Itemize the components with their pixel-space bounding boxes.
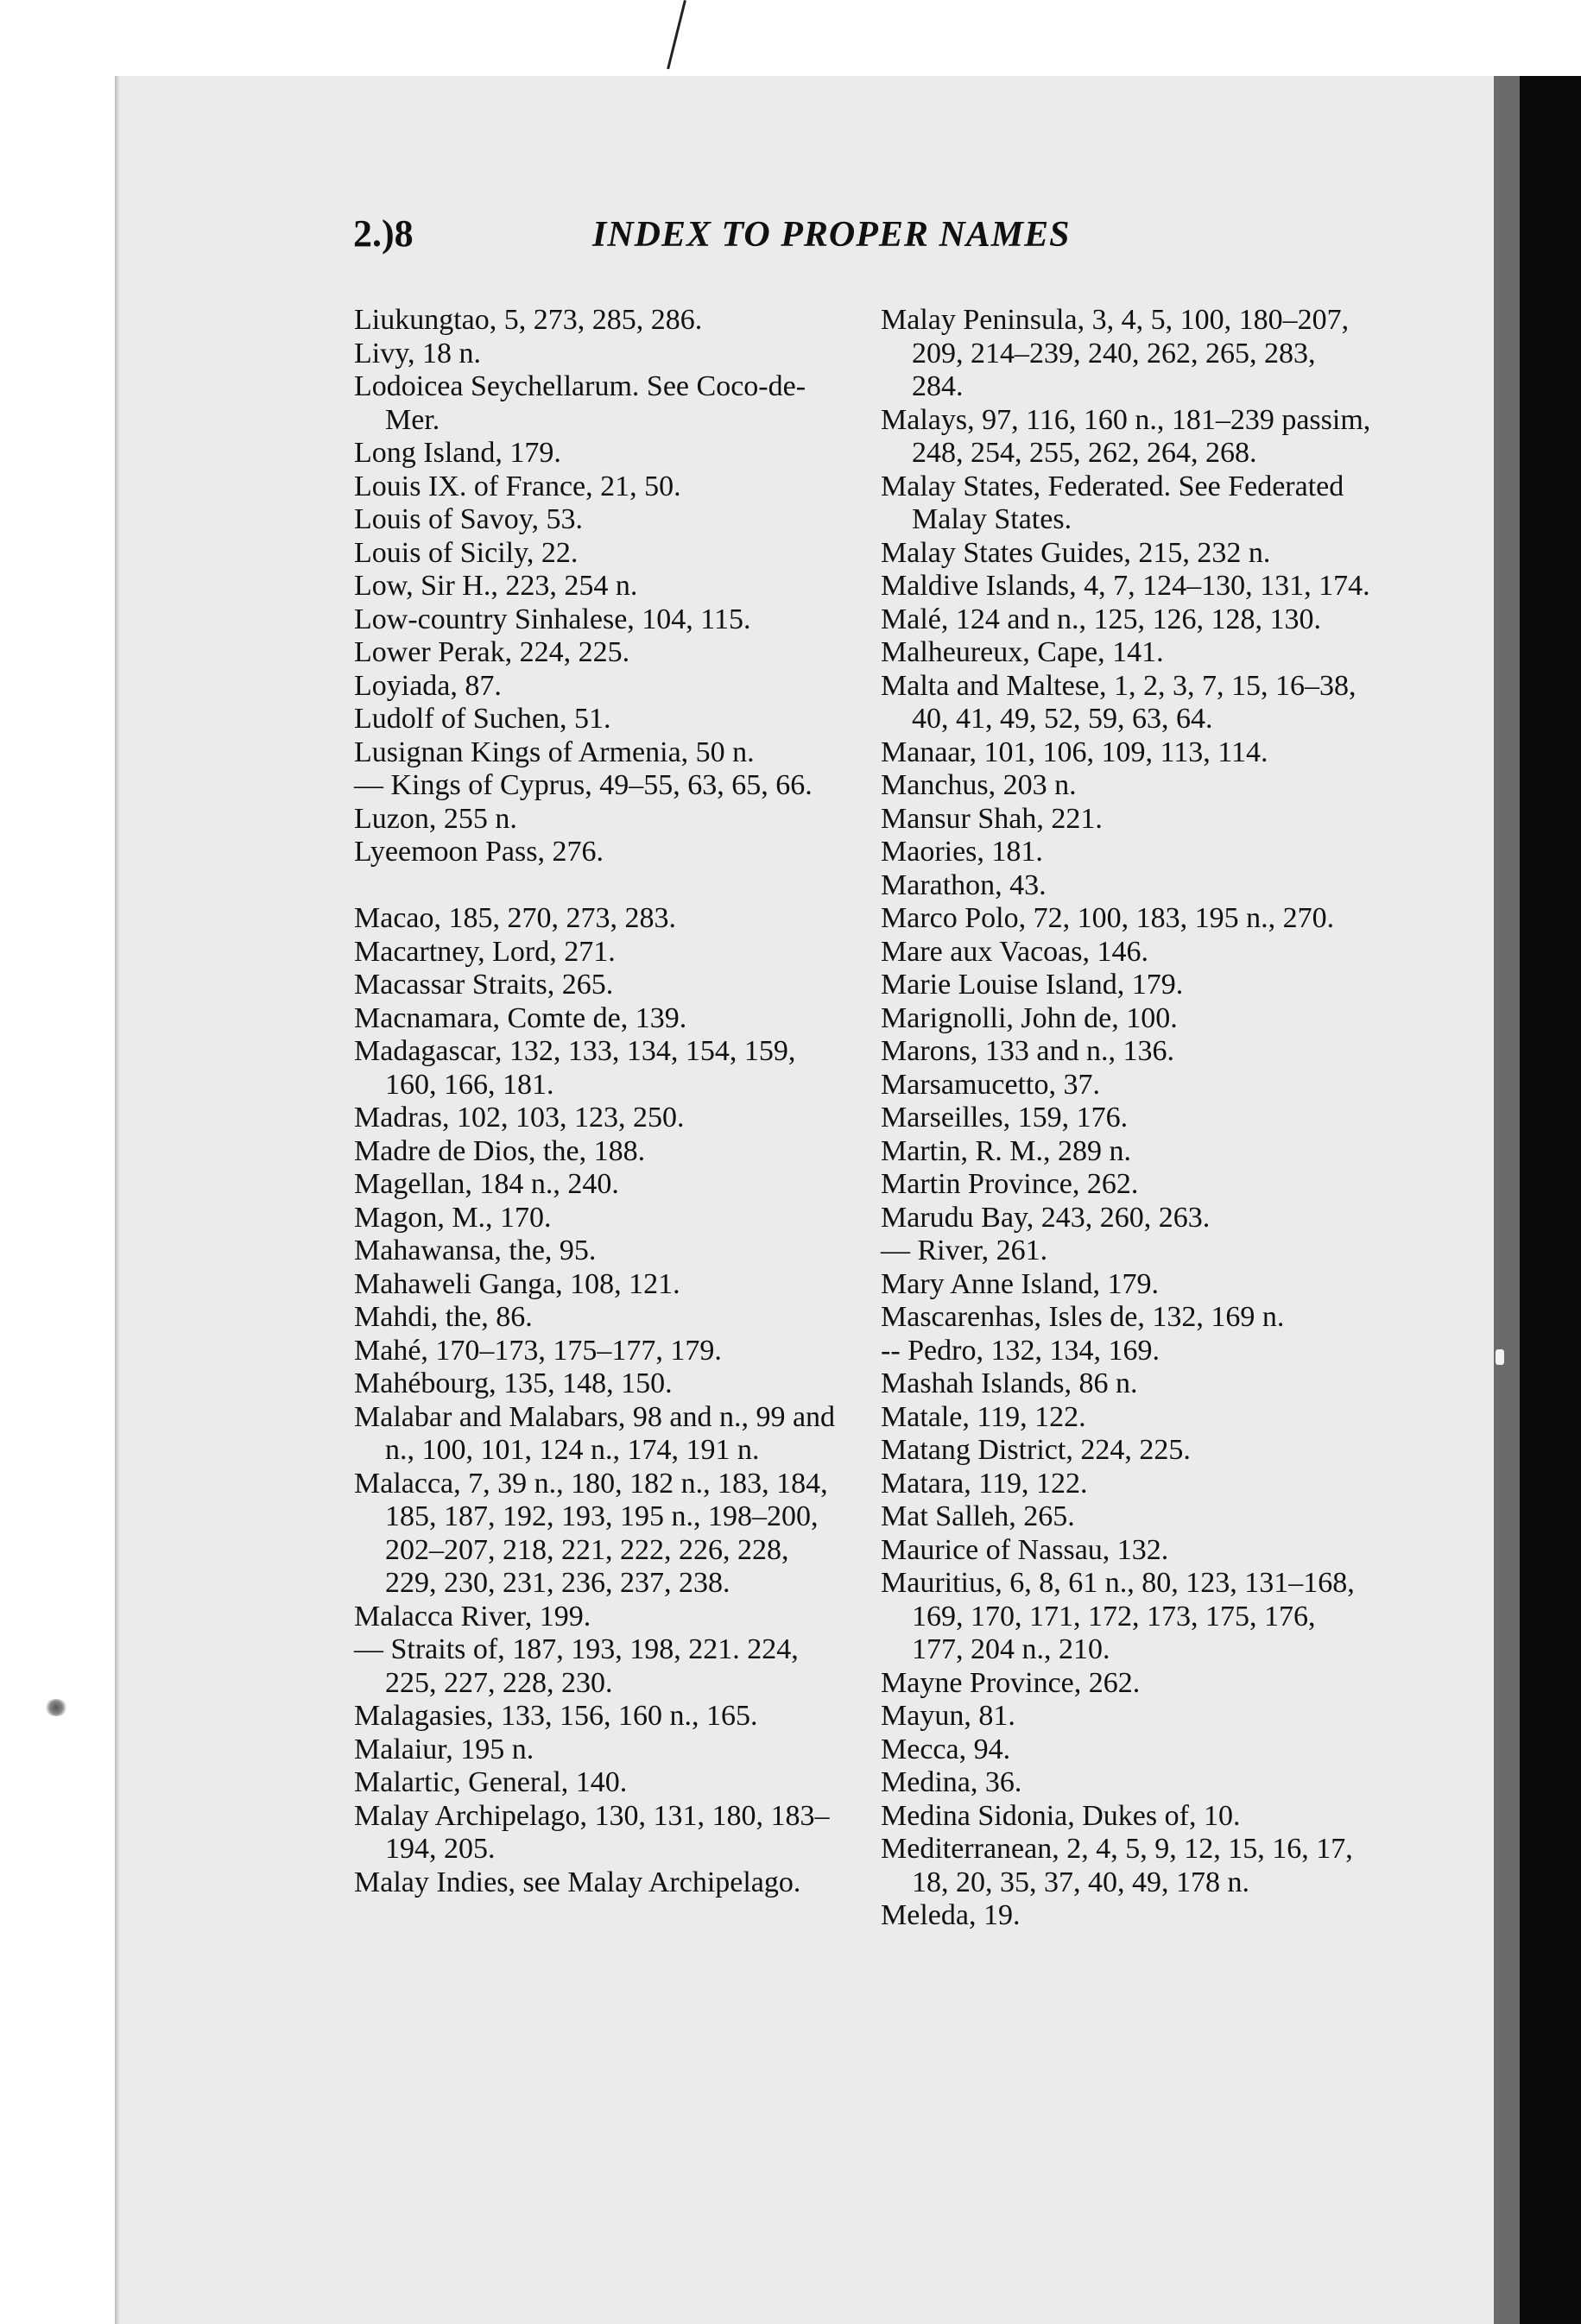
index-entry: Madagascar, 132, 133, 134, 154, 159, 160, 166, 181. [354, 1035, 796, 1101]
scan-edge-mark [1496, 1349, 1504, 1365]
index-entry: Malay States Guides, 215, 232 n. [881, 536, 1271, 569]
index-entry: Lyeemoon Pass, 276. [354, 836, 604, 868]
index-entry: Marsamucetto, 37. [881, 1068, 1100, 1101]
index-entry: Malacca River, 199. [354, 1600, 591, 1632]
index-entry: Marseilles, 159, 176. [881, 1102, 1129, 1134]
index-entry: Lusignan Kings of Armenia, 50 n. [354, 736, 755, 768]
index-entry: Liukungtao, 5, 273, 285, 286. [354, 304, 703, 336]
index-entry: Malagasies, 133, 156, 160 n., 165. [354, 1700, 758, 1732]
index-entry: Manchus, 203 n. [881, 769, 1077, 801]
index-entry: Louis of Sicily, 22. [354, 536, 579, 569]
index-entry: Louis of Savoy, 53. [354, 503, 584, 535]
index-entry: Mayun, 81. [881, 1700, 1015, 1732]
index-entry: Malay Peninsula, 3, 4, 5, 100, 180–207, 209, 214–239, 240, 262, 265, 283, 284. [881, 304, 1350, 402]
index-entry: Mat Salleh, 265. [881, 1500, 1075, 1532]
page-gutter-shadow [115, 76, 120, 2324]
index-entry: Low-country Sinhalese, 104, 115. [354, 603, 751, 635]
index-entry: Mauritius, 6, 8, 61 n., 80, 123, 131–168, 169, 170, 171, 172, 173, 175, 176, 177, 204 n., 210. [881, 1567, 1355, 1665]
index-entry: — Kings of Cyprus, 49–55, 63, 65, 66. [354, 769, 813, 801]
index-entry: Matara, 119, 122. [881, 1467, 1088, 1500]
index-entry: Macassar Straits, 265. [354, 969, 614, 1001]
index-entry: Marie Louise Island, 179. [881, 969, 1184, 1001]
running-title: INDEX TO PROPER NAMES [592, 215, 1071, 255]
index-entry: Meleda, 19. [881, 1899, 1021, 1931]
index-entry: Mahé, 170–173, 175–177, 179. [354, 1334, 722, 1367]
index-entry: Mediterranean, 2, 4, 5, 9, 12, 15, 16, 17, 18, 20, 35, 37, 40, 49, 178 n. [881, 1833, 1353, 1898]
index-entry: Mahdi, the, 86. [354, 1301, 533, 1333]
index-entry: Maurice of Nassau, 132. [881, 1533, 1169, 1566]
index-entry: Malay Indies, see Malay Archipelago. [354, 1866, 801, 1898]
index-entry: Malaiur, 195 n. [354, 1733, 534, 1765]
index-entry: — Straits of, 187, 193, 198, 221. 224, 225, 227, 228, 230. [354, 1633, 799, 1699]
index-entry: Mascarenhas, Isles de, 132, 169 n. [881, 1301, 1285, 1333]
index-entry: Macao, 185, 270, 273, 283. [354, 902, 677, 934]
index-entry: Manaar, 101, 106, 109, 113, 114. [881, 736, 1268, 768]
index-entry: Mansur Shah, 221. [881, 802, 1103, 835]
index-entry: Malay States, Federated. See Federated Malay States. [881, 470, 1344, 535]
index-entry: Marignolli, John de, 100. [881, 1001, 1178, 1034]
index-entry: Livy, 18 n. [354, 337, 482, 369]
index-entry: Macartney, Lord, 271. [354, 935, 616, 968]
index-entry: Maldive Islands, 4, 7, 124–130, 131, 174. [881, 570, 1370, 602]
index-entry: Luzon, 255 n. [354, 802, 517, 835]
book-binding-edge [1520, 76, 1581, 2324]
index-entry: Malabar and Malabars, 98 and n., 99 and n., 100, 101, 124 n., 174, 191 n. [354, 1400, 836, 1466]
index-entry: Lodoicea Seychellarum. See Coco-de-Mer. [354, 370, 806, 436]
index-entry: — River, 261. [881, 1235, 1048, 1266]
page-number: 2.)8 [353, 212, 414, 255]
index-entry: Ludolf of Suchen, 51. [354, 703, 611, 735]
index-entry: Marathon, 43. [881, 868, 1047, 901]
index-entry: Malta and Maltese, 1, 2, 3, 7, 15, 16–38, 40, 41, 49, 52, 59, 63, 64. [881, 669, 1356, 735]
index-entry: Malheureux, Cape, 141. [881, 636, 1164, 668]
index-entry: Mare aux Vacoas, 146. [881, 935, 1149, 968]
index-entry: Lower Perak, 224, 225. [354, 636, 630, 668]
scan-artifact-line [667, 0, 686, 69]
index-entry: Mahaweli Ganga, 108, 121. [354, 1267, 680, 1300]
index-column-right [881, 304, 1373, 1933]
index-entry: Malartic, General, 140. [354, 1766, 628, 1798]
index-entry: Magellan, 184 n., 240. [354, 1168, 619, 1200]
index-entry: Long Island, 179. [354, 437, 561, 469]
index-entry: Martin Province, 262. [881, 1168, 1139, 1200]
index-entry: Mary Anne Island, 179. [881, 1267, 1160, 1300]
index-entry: -- Pedro, 132, 134, 169. [881, 1334, 1160, 1367]
index-entry: Magon, M., 170. [354, 1201, 552, 1234]
page-right-edge [1494, 76, 1520, 2324]
index-entry: Marudu Bay, 243, 260, 263. [881, 1201, 1211, 1234]
index-entry: Macnamara, Comte de, 139. [354, 1001, 687, 1034]
index-entry: Mayne Province, 262. [881, 1666, 1141, 1699]
index-entry: Matale, 119, 122. [881, 1400, 1086, 1433]
index-entry: Mahébourg, 135, 148, 150. [354, 1367, 673, 1399]
index-entry: Medina, 36. [881, 1766, 1022, 1798]
scan-smudge-mark [45, 1699, 67, 1716]
index-entry: Mashah Islands, 86 n. [881, 1367, 1138, 1399]
index-entry: Louis IX. of France, 21, 50. [354, 470, 681, 502]
index-entry: Maories, 181. [881, 836, 1043, 868]
index-entry: Marons, 133 and n., 136. [881, 1035, 1174, 1067]
index-entry: Malé, 124 and n., 125, 126, 128, 130. [881, 603, 1321, 635]
index-entry: Madre de Dios, the, 188. [354, 1134, 646, 1167]
index-entry: Martin, R. M., 289 n. [881, 1134, 1131, 1167]
index-column-left [354, 304, 846, 1899]
index-entry: Malay Archipelago, 130, 131, 180, 183–194, 205. [354, 1799, 830, 1865]
index-entry: Mahawansa, the, 95. [354, 1235, 597, 1266]
index-entry: Mecca, 94. [881, 1733, 1011, 1765]
index-entry: Malays, 97, 116, 160 n., 181–239 passim, 248, 254, 255, 262, 264, 268. [881, 403, 1371, 469]
index-entry: Marco Polo, 72, 100, 183, 195 n., 270. [881, 902, 1335, 934]
index-entry: Medina Sidonia, Dukes of, 10. [881, 1799, 1241, 1832]
index-entry: Malacca, 7, 39 n., 180, 182 n., 183, 184, 185, 187, 192, 193, 195 n., 198–200, 202–207, 218, 221, 222, 226, 228, 229, 230, 231, 236, 237, 238. [354, 1467, 828, 1599]
index-entry: Madras, 102, 103, 123, 250. [354, 1102, 685, 1134]
index-entry: Loyiada, 87. [354, 669, 502, 702]
index-entry: Low, Sir H., 223, 254 n. [354, 570, 638, 602]
index-entry: Matang District, 224, 225. [881, 1434, 1191, 1466]
